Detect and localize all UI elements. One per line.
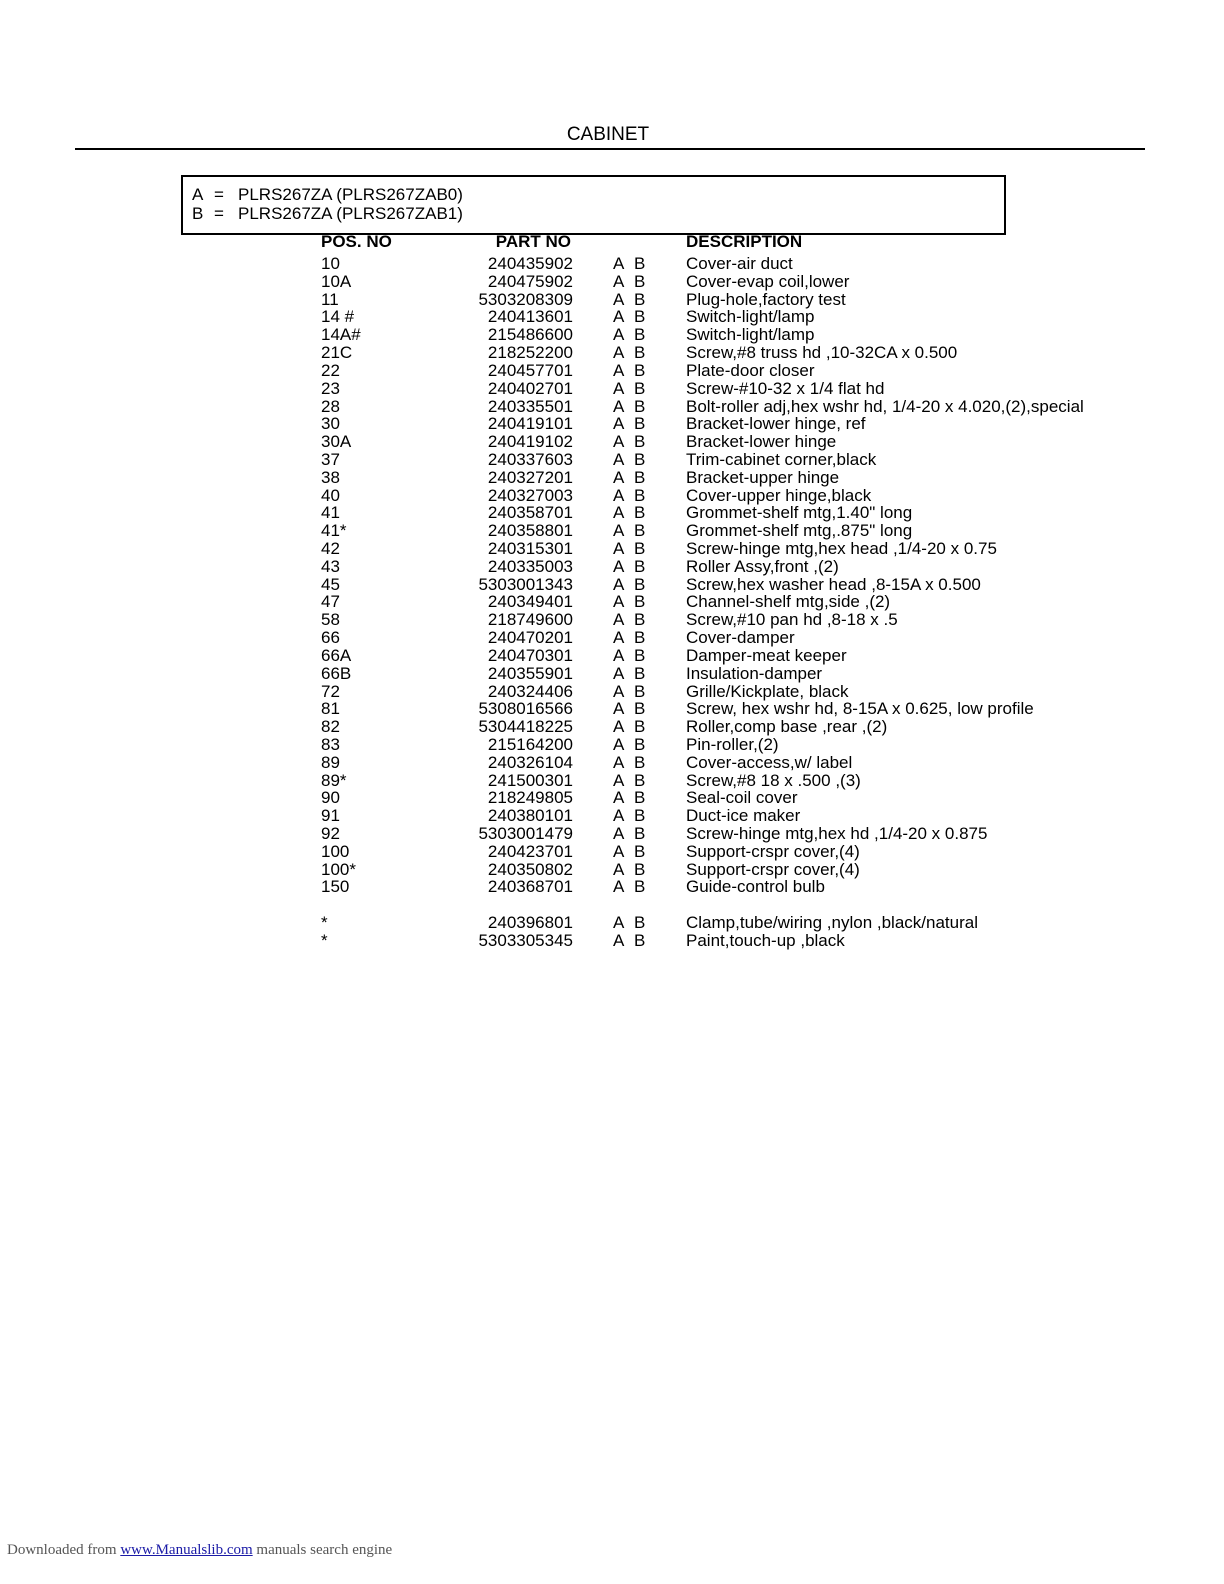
model-b-cell: B <box>634 254 646 273</box>
table-row <box>0 344 1224 362</box>
model-a-cell: A <box>613 396 625 416</box>
model-b-cell: B <box>634 681 646 701</box>
pos-no-cell: 30A <box>321 432 352 452</box>
part-no-cell: 240327003 <box>487 485 573 505</box>
title-divider <box>75 148 1145 150</box>
part-no-cell: 240349401 <box>487 592 573 612</box>
description-cell: Screw,hex washer head ,8-15A x 0.500 <box>686 574 981 594</box>
model-a-cell: A <box>613 378 625 398</box>
header-part-no: PART NO <box>495 232 571 251</box>
part-no-cell: 240355901 <box>487 663 573 683</box>
pos-no-cell: 100* <box>321 859 356 879</box>
model-a-cell: A <box>613 717 625 737</box>
part-no-cell: 5303305345 <box>478 930 573 950</box>
table-row <box>0 593 1224 611</box>
part-no-cell: 240335501 <box>487 396 573 416</box>
description-cell: Grommet-shelf mtg,.875" long <box>686 521 913 541</box>
model-b-cell: B <box>634 307 646 327</box>
model-a-cell: A <box>613 770 625 790</box>
legend-row-b <box>192 204 463 223</box>
model-b-cell: B <box>634 574 646 594</box>
pos-no-cell: 43 <box>321 556 340 576</box>
description-cell: Channel-shelf mtg,side ,(2) <box>686 592 891 612</box>
model-a-cell: A <box>613 824 625 843</box>
description-cell: Cover-air duct <box>686 254 793 273</box>
pos-no-cell: * <box>321 913 328 933</box>
model-a-cell: A <box>613 699 625 719</box>
model-a-cell: A <box>613 485 625 505</box>
table-row <box>0 647 1224 665</box>
model-b-cell: B <box>634 877 646 897</box>
model-b-cell: B <box>634 859 646 879</box>
model-b-cell: B <box>634 539 646 558</box>
part-no-cell: 240315301 <box>487 539 573 558</box>
model-a-cell: A <box>613 788 625 808</box>
model-b-cell: B <box>634 770 646 790</box>
model-a-cell: A <box>613 503 625 523</box>
part-no-cell: 218249805 <box>487 788 573 808</box>
description-cell: Duct-ice maker <box>686 806 801 826</box>
description-cell: Grille/Kickplate, black <box>686 681 849 701</box>
footer-suffix: manuals search engine <box>256 1542 393 1558</box>
table-row <box>0 362 1224 380</box>
model-a-cell: A <box>613 806 625 826</box>
part-no-cell: 215486600 <box>487 325 573 345</box>
table-row <box>0 398 1224 416</box>
model-a-cell: A <box>613 254 625 273</box>
table-row <box>0 736 1224 754</box>
part-no-cell: 240419101 <box>487 414 573 434</box>
part-no-cell: 240435902 <box>487 254 573 273</box>
description-cell: Plate-door closer <box>686 360 815 380</box>
model-a-cell: A <box>613 271 625 291</box>
description-cell: Screw,#10 pan hd ,8-18 x .5 <box>686 610 898 630</box>
pos-no-cell: 42 <box>321 539 340 558</box>
model-a-cell: A <box>613 343 625 363</box>
pos-no-cell: 30 <box>321 414 340 434</box>
description-cell: Switch-light/lamp <box>686 325 815 345</box>
description-cell: Screw-hinge mtg,hex head ,1/4-20 x 0.75 <box>686 539 997 558</box>
legend-key: A <box>192 185 204 204</box>
manualslib-link[interactable]: www.Manualslib.com <box>120 1542 253 1558</box>
part-no-cell: 240324406 <box>487 681 573 701</box>
description-cell: Bolt-roller adj,hex wshr hd, 1/4-20 x 4.020,(2),special <box>686 396 1084 416</box>
part-no-cell: 5303208309 <box>478 289 573 309</box>
model-b-cell: B <box>634 788 646 808</box>
legend-model: PLRS267ZA (PLRS267ZAB0) <box>238 185 463 204</box>
footer <box>7 1542 392 1559</box>
model-b-cell: B <box>634 289 646 309</box>
table-row <box>0 932 1224 950</box>
page-title: CABINET <box>566 124 650 145</box>
part-no-cell: 240475902 <box>487 271 573 291</box>
model-a-cell: A <box>613 360 625 380</box>
table-row <box>0 308 1224 326</box>
pos-no-cell: 89 <box>321 752 340 772</box>
table-row <box>0 754 1224 772</box>
model-a-cell: A <box>613 930 625 950</box>
table-row <box>0 380 1224 398</box>
table-row <box>0 273 1224 291</box>
model-a-cell: A <box>613 734 625 754</box>
pos-no-cell: 45 <box>321 574 340 594</box>
table-row <box>0 326 1224 344</box>
description-cell: Plug-hole,factory test <box>686 289 846 309</box>
model-a-cell: A <box>613 628 625 648</box>
model-b-cell: B <box>634 913 646 933</box>
pos-no-cell: 41 <box>321 503 340 523</box>
part-no-cell: 240326104 <box>487 752 573 772</box>
part-no-cell: 240413601 <box>487 307 573 327</box>
model-a-cell: A <box>613 681 625 701</box>
model-a-cell: A <box>613 432 625 452</box>
pos-no-cell: 90 <box>321 788 340 808</box>
part-no-cell: 5303001479 <box>478 824 573 843</box>
description-cell: Clamp,tube/wiring ,nylon ,black/natural <box>686 913 978 933</box>
model-a-cell: A <box>613 574 625 594</box>
description-cell: Screw-hinge mtg,hex hd ,1/4-20 x 0.875 <box>686 824 988 843</box>
part-no-cell: 240327201 <box>487 467 573 487</box>
model-b-cell: B <box>634 485 646 505</box>
part-no-cell: 218749600 <box>487 610 573 630</box>
pos-no-cell: 66B <box>321 663 352 683</box>
part-no-cell: 215164200 <box>487 734 573 754</box>
model-b-cell: B <box>634 592 646 612</box>
model-b-cell: B <box>634 449 646 469</box>
model-a-cell: A <box>613 610 625 630</box>
pos-no-cell: 22 <box>321 360 340 380</box>
model-a-cell: A <box>613 556 625 576</box>
model-b-cell: B <box>634 521 646 541</box>
description-cell: Screw,#8 truss hd ,10-32CA x 0.500 <box>686 343 958 363</box>
pos-no-cell: 66 <box>321 628 340 648</box>
model-a-cell: A <box>613 449 625 469</box>
model-a-cell: A <box>613 592 625 612</box>
description-cell: Cover-access,w/ label <box>686 752 853 772</box>
table-row <box>0 433 1224 451</box>
part-no-cell: 218252200 <box>487 343 573 363</box>
model-b-cell: B <box>634 396 646 416</box>
model-b-cell: B <box>634 360 646 380</box>
pos-no-cell: 23 <box>321 378 340 398</box>
table-row <box>0 718 1224 736</box>
part-no-cell: 240380101 <box>487 806 573 826</box>
description-cell: Pin-roller,(2) <box>686 734 779 754</box>
description-cell: Paint,touch-up ,black <box>686 930 845 950</box>
model-b-cell: B <box>634 556 646 576</box>
legend-row-a <box>192 185 463 204</box>
model-a-cell: A <box>613 913 625 933</box>
model-a-cell: A <box>613 645 625 665</box>
model-b-cell: B <box>634 325 646 345</box>
description-cell: Support-crspr cover,(4) <box>686 859 860 879</box>
model-b-cell: B <box>634 841 646 861</box>
model-b-cell: B <box>634 343 646 363</box>
part-no-cell: 240470201 <box>487 628 573 648</box>
description-cell: Cover-upper hinge,black <box>686 485 872 505</box>
part-no-cell: 240358701 <box>487 503 573 523</box>
table-row <box>0 861 1224 879</box>
table-row <box>0 843 1224 861</box>
part-no-cell: 240358801 <box>487 521 573 541</box>
model-a-cell: A <box>613 752 625 772</box>
table-row <box>0 469 1224 487</box>
pos-no-cell: 47 <box>321 592 340 612</box>
table-row <box>0 700 1224 718</box>
pos-no-cell: 28 <box>321 396 340 416</box>
pos-no-cell: 58 <box>321 610 340 630</box>
model-a-cell: A <box>613 307 625 327</box>
pos-no-cell: 37 <box>321 449 340 469</box>
description-cell: Bracket-lower hinge, ref <box>686 414 866 434</box>
model-b-cell: B <box>634 806 646 826</box>
model-a-cell: A <box>613 521 625 541</box>
part-no-cell: 5303001343 <box>478 574 573 594</box>
model-b-cell: B <box>634 717 646 737</box>
pos-no-cell: 38 <box>321 467 340 487</box>
description-cell: Roller,comp base ,rear ,(2) <box>686 717 888 737</box>
description-cell: Grommet-shelf mtg,1.40" long <box>686 503 913 523</box>
model-b-cell: B <box>634 432 646 452</box>
model-b-cell: B <box>634 930 646 950</box>
model-b-cell: B <box>634 752 646 772</box>
model-b-cell: B <box>634 734 646 754</box>
model-b-cell: B <box>634 628 646 648</box>
part-no-cell: 240368701 <box>487 877 573 897</box>
description-cell: Support-crspr cover,(4) <box>686 841 860 861</box>
pos-no-cell: 100 <box>321 841 350 861</box>
model-a-cell: A <box>613 467 625 487</box>
pos-no-cell: 72 <box>321 681 340 701</box>
part-no-cell: 240335003 <box>487 556 573 576</box>
description-cell: Seal-coil cover <box>686 788 798 808</box>
table-row <box>0 611 1224 629</box>
description-cell: Screw-#10-32 x 1/4 flat hd <box>686 378 885 398</box>
model-a-cell: A <box>613 289 625 309</box>
table-row <box>0 487 1224 505</box>
model-b-cell: B <box>634 663 646 683</box>
model-a-cell: A <box>613 663 625 683</box>
model-b-cell: B <box>634 699 646 719</box>
pos-no-cell: 41* <box>321 521 347 541</box>
description-cell: Cover-evap coil,lower <box>686 271 850 291</box>
table-row <box>0 665 1224 683</box>
model-b-cell: B <box>634 414 646 434</box>
table-row <box>0 291 1224 309</box>
table-row <box>0 629 1224 647</box>
legend-key: B <box>192 204 204 223</box>
pos-no-cell: 91 <box>321 806 340 826</box>
table-row <box>0 415 1224 433</box>
pos-no-cell: 81 <box>321 699 340 719</box>
header-description: DESCRIPTION <box>686 232 803 251</box>
table-row <box>0 825 1224 843</box>
description-cell: Insulation-damper <box>686 663 823 683</box>
pos-no-cell: 10A <box>321 271 352 291</box>
part-no-cell: 240396801 <box>487 913 573 933</box>
pos-no-cell: 150 <box>321 877 350 897</box>
part-no-cell: 5308016566 <box>478 699 573 719</box>
legend-equals: = <box>214 204 224 223</box>
part-no-cell: 240423701 <box>487 841 573 861</box>
model-a-cell: A <box>613 841 625 861</box>
description-cell: Switch-light/lamp <box>686 307 815 327</box>
model-a-cell: A <box>613 859 625 879</box>
description-cell: Cover-damper <box>686 628 795 648</box>
description-cell: Screw, hex wshr hd, 8-15A x 0.625, low profile <box>686 699 1034 719</box>
pos-no-cell: 10 <box>321 254 340 273</box>
legend-equals: = <box>214 185 224 204</box>
model-b-cell: B <box>634 378 646 398</box>
table-row <box>0 504 1224 522</box>
footer-prefix: Downloaded from <box>7 1542 117 1558</box>
table-row <box>0 914 1224 932</box>
table-row <box>0 789 1224 807</box>
pos-no-cell: 40 <box>321 485 340 505</box>
pos-no-cell: 89* <box>321 770 347 790</box>
part-no-cell: 240457701 <box>487 360 573 380</box>
table-row <box>0 558 1224 576</box>
description-cell: Damper-meat keeper <box>686 645 847 665</box>
pos-no-cell: 83 <box>321 734 340 754</box>
description-cell: Screw,#8 18 x .500 ,(3) <box>686 770 861 790</box>
description-cell: Bracket-upper hinge <box>686 467 840 487</box>
model-a-cell: A <box>613 539 625 558</box>
part-no-cell: 240419102 <box>487 432 573 452</box>
part-no-cell: 240470301 <box>487 645 573 665</box>
model-b-cell: B <box>634 503 646 523</box>
table-row <box>0 807 1224 825</box>
table-row <box>0 451 1224 469</box>
model-legend <box>181 175 1006 235</box>
table-row <box>0 540 1224 558</box>
description-cell: Trim-cabinet corner,black <box>686 449 877 469</box>
table-row <box>0 576 1224 594</box>
pos-no-cell: 82 <box>321 717 340 737</box>
parts-list <box>0 255 1224 950</box>
pos-no-cell: 66A <box>321 645 352 665</box>
table-row <box>0 878 1224 896</box>
model-a-cell: A <box>613 325 625 345</box>
table-row <box>0 683 1224 701</box>
model-b-cell: B <box>634 824 646 843</box>
pos-no-cell: * <box>321 930 328 950</box>
model-b-cell: B <box>634 610 646 630</box>
model-b-cell: B <box>634 271 646 291</box>
pos-no-cell: 14A# <box>321 325 361 345</box>
pos-no-cell: 21C <box>321 343 353 363</box>
part-no-cell: 5304418225 <box>478 717 573 737</box>
description-cell: Guide-control bulb <box>686 877 825 897</box>
pos-no-cell: 14 # <box>321 307 355 327</box>
part-no-cell: 240402701 <box>487 378 573 398</box>
model-b-cell: B <box>634 645 646 665</box>
description-cell: Bracket-lower hinge <box>686 432 837 452</box>
model-b-cell: B <box>634 467 646 487</box>
table-row <box>0 255 1224 273</box>
pos-no-cell: 92 <box>321 824 340 843</box>
part-no-cell: 240350802 <box>487 859 573 879</box>
table-row <box>0 772 1224 790</box>
table-row <box>0 522 1224 540</box>
model-a-cell: A <box>613 877 625 897</box>
part-no-cell: 241500301 <box>487 770 573 790</box>
model-a-cell: A <box>613 414 625 434</box>
part-no-cell: 240337603 <box>487 449 573 469</box>
legend-model: PLRS267ZA (PLRS267ZAB1) <box>238 204 463 223</box>
description-cell: Roller Assy,front ,(2) <box>686 556 839 576</box>
header-pos-no: POS. NO <box>321 232 392 251</box>
pos-no-cell: 11 <box>321 289 339 309</box>
